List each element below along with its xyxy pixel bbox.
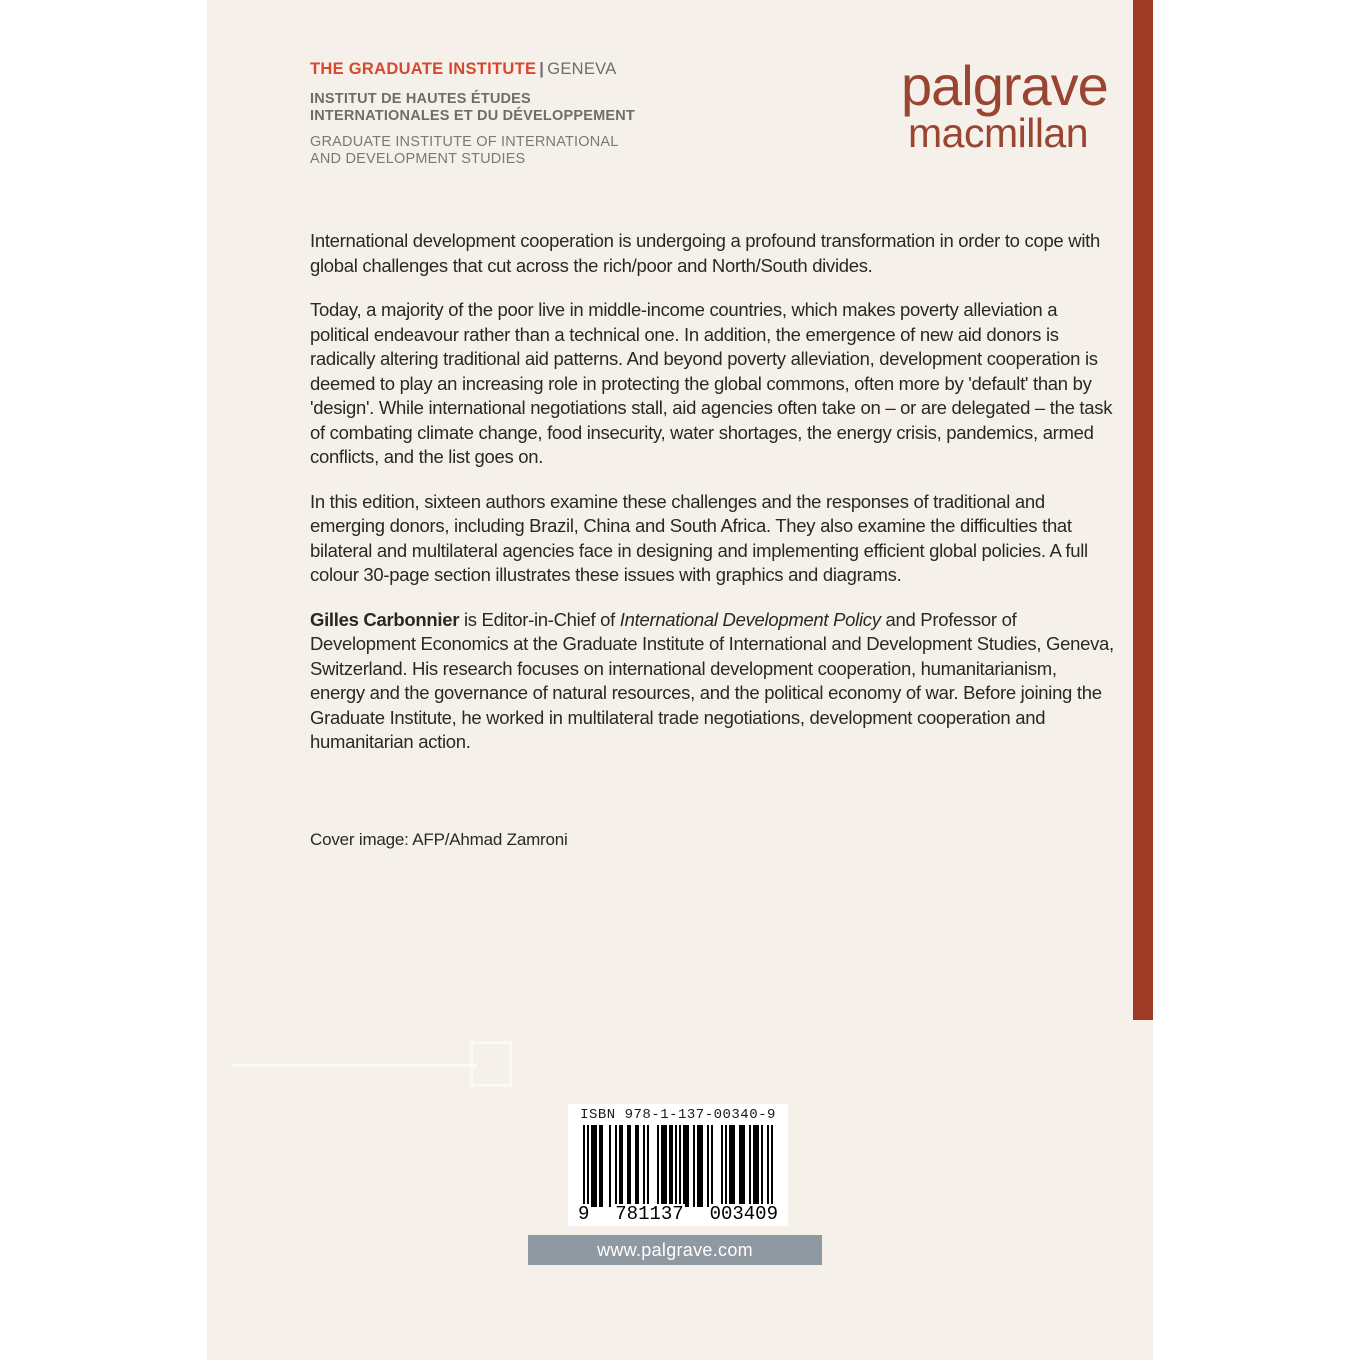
institute-title <box>310 60 635 79</box>
barcode-digits <box>577 1204 779 1224</box>
spine-red-stripe <box>1133 0 1153 1020</box>
bio-text-1: is Editor-in-Chief of <box>459 608 620 630</box>
faint-embossed-line <box>232 1064 477 1067</box>
institute-title-red: THE GRADUATE INSTITUTE <box>310 60 537 78</box>
institute-name-english-line2: AND DEVELOPMENT STUDIES <box>310 151 526 167</box>
institute-title-separator: | <box>539 60 545 78</box>
institute-name-english <box>310 134 635 168</box>
palgrave-macmillan-logo <box>901 56 1108 154</box>
isbn-label: ISBN 978-1-137-00340-9 <box>580 1107 776 1123</box>
graduate-institute-logo <box>310 60 635 168</box>
barcode-digit-group-right: 003409 <box>709 1203 778 1225</box>
blurb-paragraph-1: International development cooperation is undergoing a profound transformation in order to cope with global challenges that cut across the rich/poor and North/South divides. <box>310 230 1100 276</box>
palgrave-wordmark: palgrave <box>901 54 1108 117</box>
faint-embossed-square <box>470 1041 512 1087</box>
back-cover <box>207 0 1153 1360</box>
institute-name-french <box>310 91 635 125</box>
blurb-paragraph-2: Today, a majority of the poor live in middle-income countries, which makes poverty alleviation a political endeavour rather than a technical one. In addition, the emergence of new aid donors is radically altering traditional aid patterns. And beyond poverty alleviation, development cooperation is deemed to play an increasing role in protecting the global commons, often more by 'default' than by 'design'. While international negotiations stall, aid agencies often take on – or are delegated – the task of combating climate change, food insecurity, water shortages, the energy crisis, pandemics, armed conflicts, and the list goes on. <box>310 299 1113 467</box>
bio-text-2: and Professor of Development Economics at the Graduate Institute of International and Development Studies, Geneva, Switzerland. His research focuses on international development cooperation, humanitarianism, energy and the governance of natural resources, and the political economy of war. Before joining the Graduate Institute, he worked in multilateral trade negotiations, development cooperation and humanitarian action. <box>310 608 1114 752</box>
journal-title: International Development Policy <box>619 608 881 630</box>
institute-name-french-line1: INSTITUT DE HAUTES ÉTUDES <box>310 91 531 107</box>
isbn-barcode <box>568 1104 788 1226</box>
barcode-digit-group-mid: 781137 <box>615 1203 684 1225</box>
blurb-paragraph-3: In this edition, sixteen authors examine these challenges and the responses of traditional and emerging donors, including Brazil, China and South Africa. They also examine the difficulties that bilateral and multilateral agencies face in designing and implementing efficient global policies. A full colour 30-page section illustrates these issues with graphics and diagrams. <box>310 490 1088 585</box>
institute-title-city: GENEVA <box>547 60 617 78</box>
institute-name-english-line1: GRADUATE INSTITUTE OF INTERNATIONAL <box>310 134 619 150</box>
author-name: Gilles Carbonnier <box>310 608 460 630</box>
author-bio-paragraph <box>310 608 1115 755</box>
back-cover-blurb <box>310 229 1115 755</box>
publisher-website-bar <box>528 1235 822 1265</box>
cover-image-credit: Cover image: AFP/Ahmad Zamroni <box>310 830 568 849</box>
macmillan-wordmark: macmillan <box>908 110 1089 156</box>
barcode-bars <box>583 1125 773 1207</box>
publisher-website-url: www.palgrave.com <box>597 1239 753 1260</box>
institute-name-french-line2: INTERNATIONALES ET DU DÉVELOPPEMENT <box>310 108 635 124</box>
barcode-digit-group-left: 9 <box>578 1203 590 1225</box>
